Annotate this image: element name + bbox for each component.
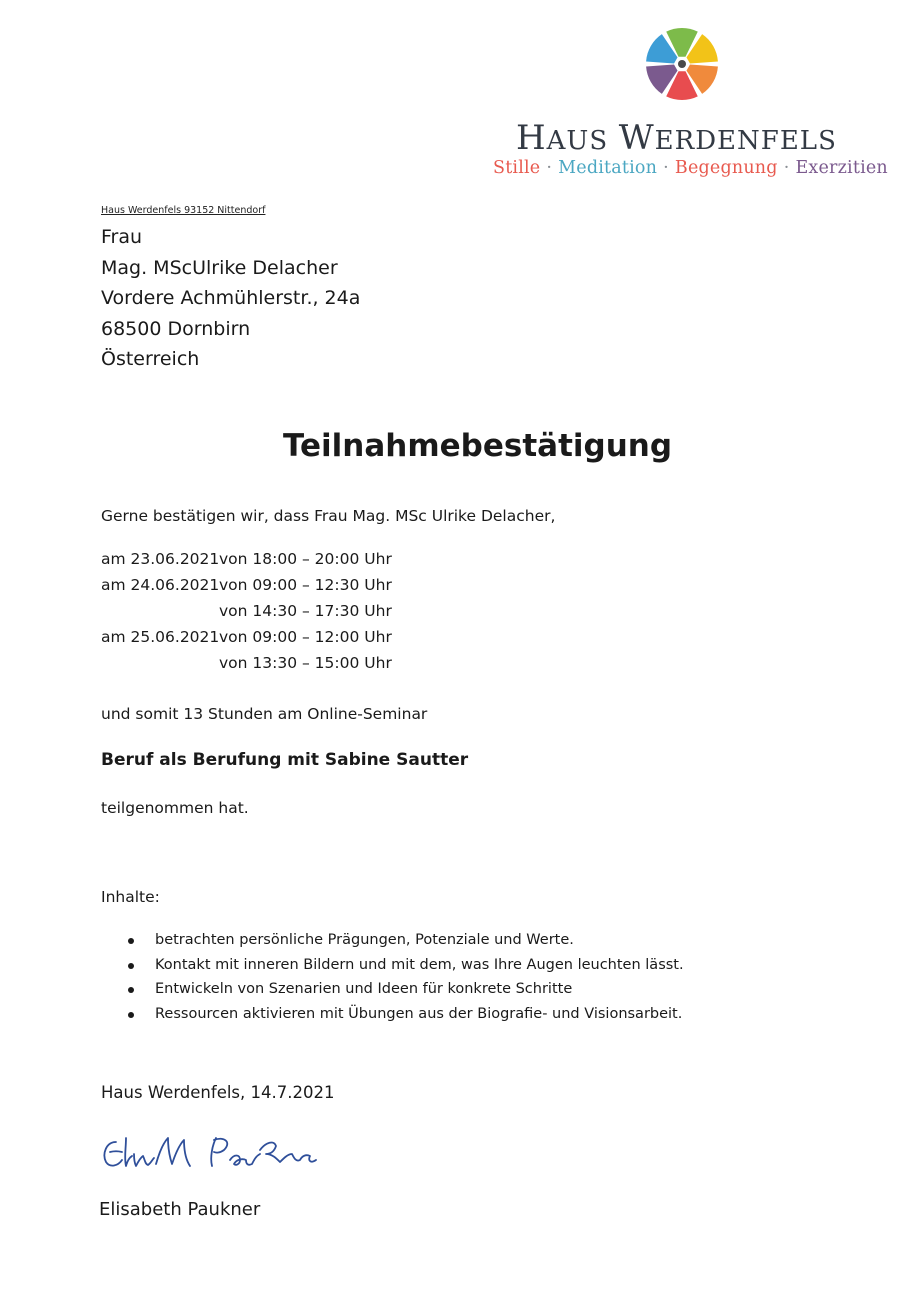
contents-list — [128, 928, 684, 1026]
hours-text: und somit 13 Stunden am Online-Seminar — [101, 705, 428, 723]
schedule-row: am 23.06.2021von 18:00 – 20:00 Uhr — [101, 550, 392, 568]
schedule — [101, 546, 392, 676]
schedule-row: am 24.06.2021von 09:00 – 12:30 Uhr — [101, 576, 392, 594]
sender-return-address: Haus Werdenfels 93152 Nittendorf — [101, 205, 266, 216]
place-and-date: Haus Werdenfels, 14.7.2021 — [101, 1083, 335, 1102]
list-item: Ressourcen aktivieren mit Übungen aus der Biografie- und Visionsarbeit. — [128, 1002, 684, 1027]
recipient-salutation: Frau — [101, 226, 143, 248]
tagline-word: Begegnung — [674, 158, 778, 178]
handwritten-signature — [96, 1120, 336, 1176]
brand-tagline: Stille · Meditation · Begegnung · Exerzitien — [493, 158, 888, 178]
seminar-title: Beruf als Berufung mit Sabine Sautter — [101, 750, 469, 770]
document-title: Teilnahmebestätigung — [282, 428, 673, 464]
schedule-row: von 13:30 – 15:00 Uhr — [219, 654, 392, 672]
recipient-name: Mag. MScUlrike Delacher — [101, 256, 338, 279]
tagline-word: Exerzitien — [795, 158, 888, 178]
recipient-street: Vordere Achmühlerstr., 24a — [101, 287, 361, 309]
schedule-row: von 14:30 – 17:30 Uhr — [219, 602, 392, 620]
closing-text: teilgenommen hat. — [101, 799, 249, 817]
tagline-word: Stille — [493, 158, 541, 178]
list-item: Kontakt mit inneren Bildern und mit dem, was Ihre Augen leuchten lässt. — [128, 953, 684, 978]
brand-name: HAUS WERDENFELS — [516, 118, 837, 158]
tagline-word: Meditation — [558, 158, 658, 178]
recipient-country: Österreich — [101, 348, 200, 370]
schedule-row: am 25.06.2021von 09:00 – 12:00 Uhr — [101, 628, 392, 646]
contents-label: Inhalte: — [101, 888, 160, 906]
recipient-address — [101, 222, 360, 375]
list-item: Entwickeln von Szenarien und Ideen für konkrete Schritte — [128, 977, 684, 1002]
intro-text: Gerne bestätigen wir, dass Frau Mag. MSc Ulrike Delacher, — [101, 507, 556, 525]
recipient-city: 68500 Dornbirn — [101, 317, 251, 340]
haus-werdenfels-logo-icon — [640, 26, 724, 102]
list-item: betrachten persönliche Prägungen, Potenziale und Werte. — [128, 928, 684, 953]
signer-name: Elisabeth Paukner — [99, 1199, 261, 1220]
